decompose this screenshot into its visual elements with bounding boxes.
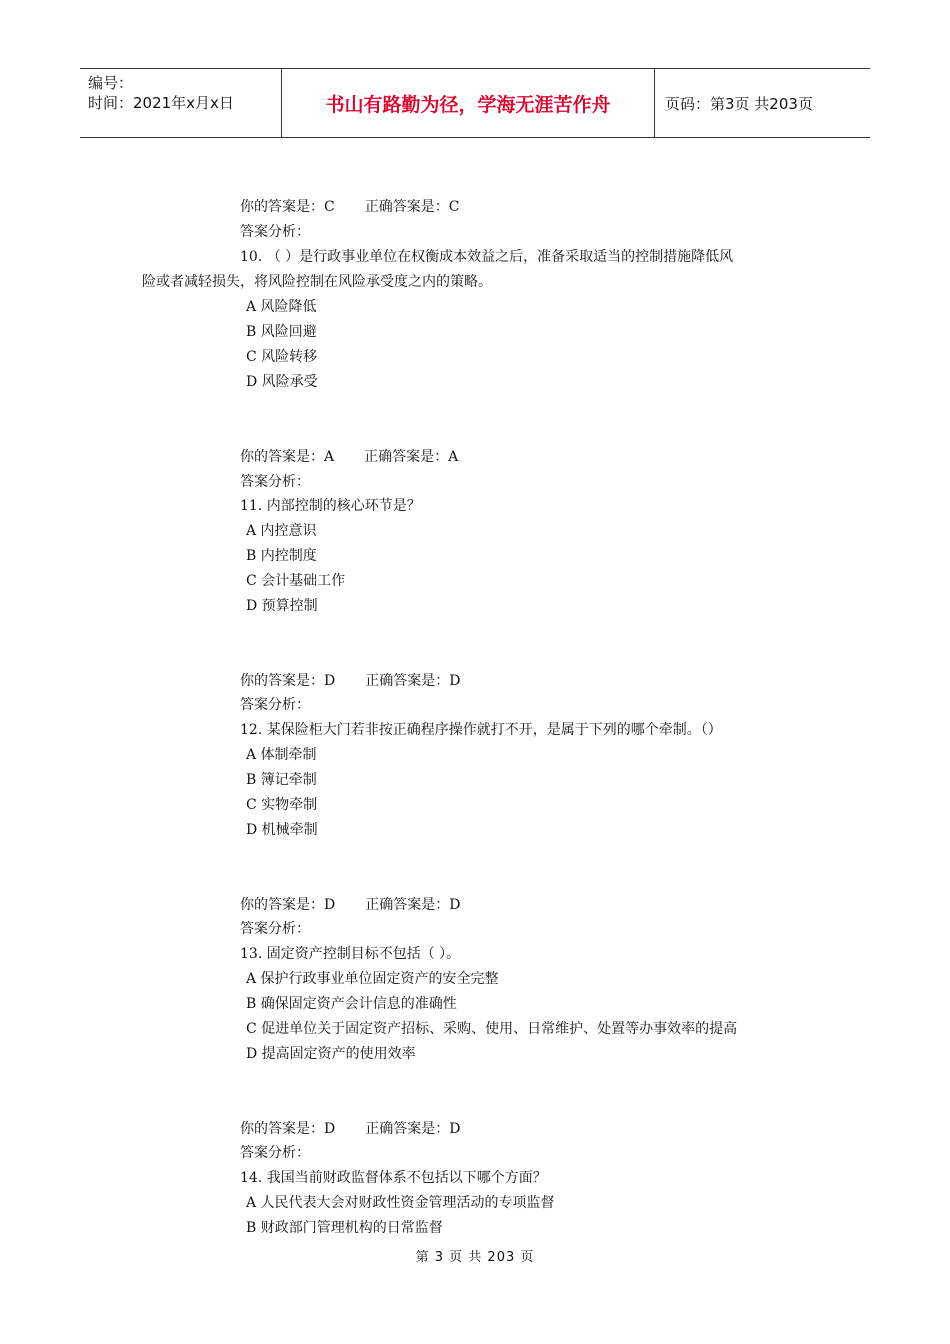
answer-line: [240, 446, 458, 466]
option-line: C 促进单位关于固定资产招标、采购、使用、日常维护、处置等办事效率的提高: [246, 1021, 738, 1037]
correct-answer: 正确答案是：D: [365, 673, 461, 689]
option-line: D 提高固定资产的使用效率: [246, 1046, 416, 1062]
question-line: 14. 我国当前财政监督体系不包括以下哪个方面？: [240, 1170, 547, 1186]
your-answer: 你的答案是：D: [240, 1121, 336, 1137]
option-line: A 人民代表大会对财政性资金管理活动的专项监督: [246, 1195, 555, 1211]
correct-answer: 正确答案是：A: [364, 449, 459, 465]
header-motto: 书山有路勤为径，学海无涯苦作舟: [282, 69, 655, 137]
option-line: C 会计基础工作: [246, 573, 346, 589]
answer-line: [240, 894, 460, 914]
option-line: B 内控制度: [246, 548, 317, 564]
your-answer: 你的答案是：D: [240, 673, 336, 689]
option-line: B 簿记牵制: [246, 772, 317, 788]
analysis-line: 答案分析：: [240, 224, 310, 240]
correct-answer: 正确答案是：C: [364, 199, 460, 215]
option-line: A 保护行政事业单位固定资产的安全完整: [246, 971, 499, 987]
header-meta: [80, 69, 282, 137]
analysis-line: 答案分析：: [240, 697, 310, 713]
question-line: 12. 某保险柜大门若非按正确程序操作就打不开，是属于下列的哪个牵制。（）: [240, 722, 722, 738]
answer-line: [240, 196, 459, 216]
number-label: 编号：: [88, 74, 134, 92]
analysis-line: 答案分析：: [240, 1145, 310, 1161]
continuation-line: 险或者减轻损失，将风险控制在风险承受度之内的策略。: [142, 274, 492, 290]
correct-answer: 正确答案是：D: [365, 897, 461, 913]
correct-answer: 正确答案是：D: [365, 1121, 461, 1137]
page-header: [80, 68, 870, 138]
page-footer: 第 3 页 共 203 页: [415, 1250, 535, 1265]
header-page-info: 页码：第3页 共203页: [665, 94, 813, 113]
question-line: 10. （ ）是行政事业单位在权衡成本效益之后，准备采取适当的控制措施降低风: [240, 249, 734, 265]
your-answer: 你的答案是：A: [240, 449, 335, 465]
option-line: A 内控意识: [246, 523, 317, 539]
option-line: D 风险承受: [246, 374, 318, 390]
option-line: C 实物牵制: [246, 797, 318, 813]
time-label: 时间：2021年x月x日: [88, 94, 234, 112]
analysis-line: 答案分析：: [240, 474, 310, 490]
answer-line: [240, 670, 460, 690]
your-answer: 你的答案是：D: [240, 897, 336, 913]
option-line: B 风险回避: [246, 324, 317, 340]
option-line: A 体制牵制: [246, 747, 317, 763]
option-line: B 财政部门管理机构的日常监督: [246, 1220, 443, 1236]
question-line: 13. 固定资产控制目标不包括（ ）。: [240, 946, 461, 962]
option-line: A 风险降低: [246, 299, 317, 315]
option-line: C 风险转移: [246, 349, 318, 365]
question-line: 11. 内部控制的核心环节是？: [240, 498, 421, 514]
option-line: B 确保固定资产会计信息的准确性: [246, 996, 457, 1012]
analysis-line: 答案分析：: [240, 921, 310, 937]
your-answer: 你的答案是：C: [240, 199, 335, 215]
answer-line: [240, 1118, 460, 1138]
option-line: D 机械牵制: [246, 822, 318, 838]
option-line: D 预算控制: [246, 598, 318, 614]
